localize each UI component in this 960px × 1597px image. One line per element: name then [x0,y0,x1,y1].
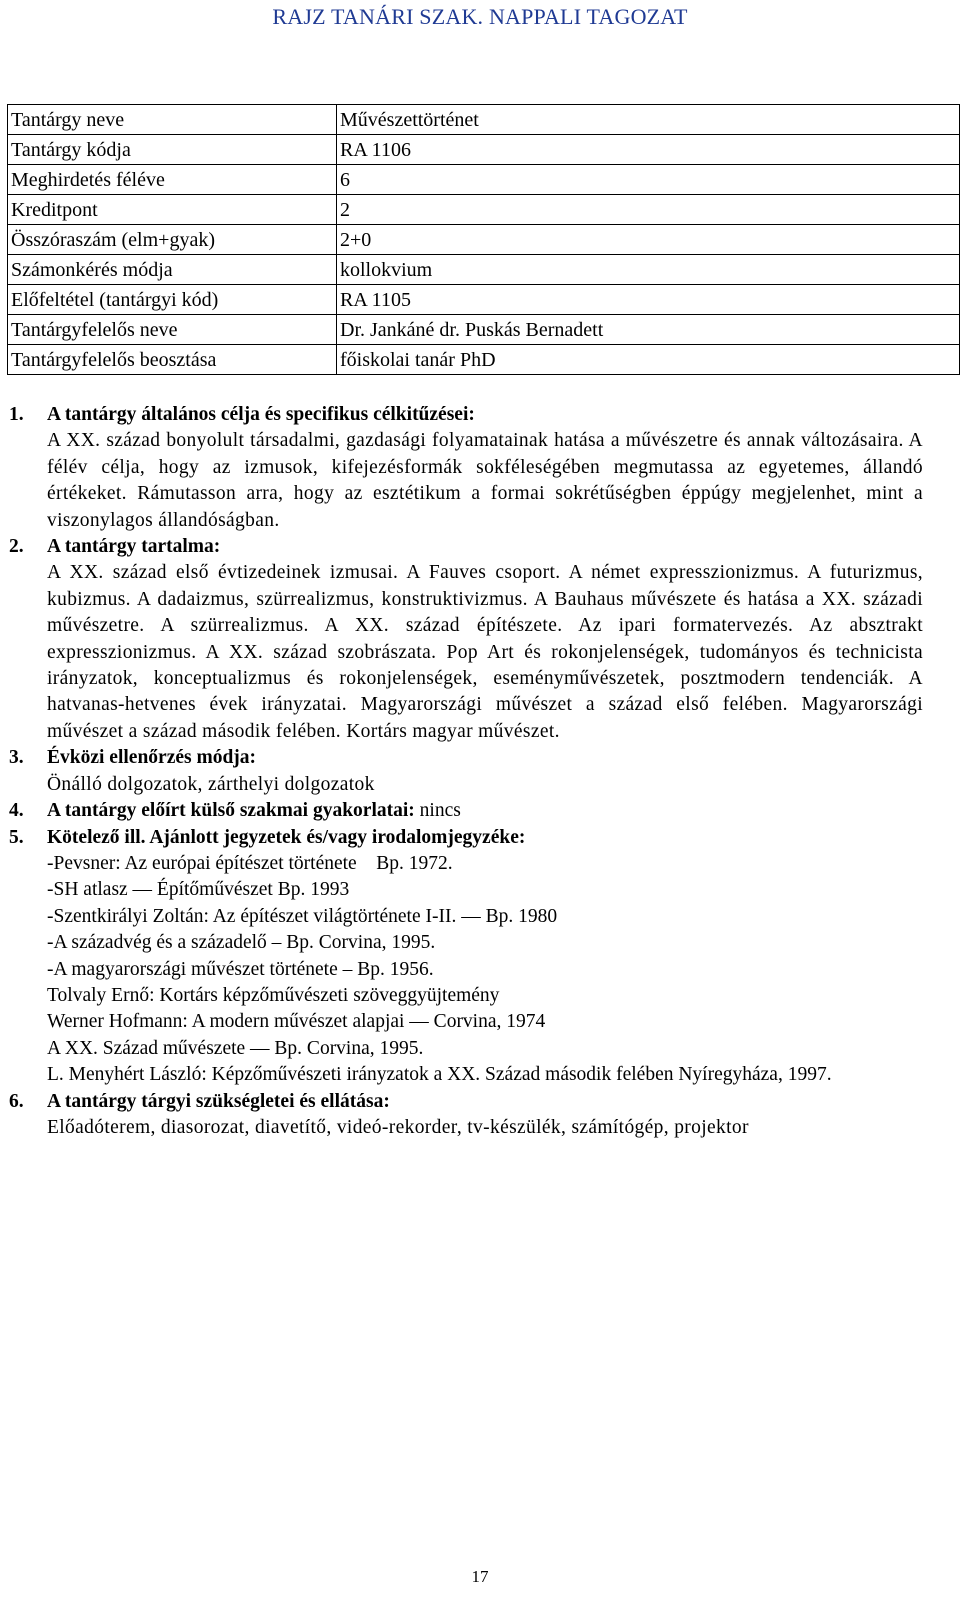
section-number: 6. [9,1090,24,1112]
info-row [8,135,960,165]
info-row [8,285,960,315]
section-content [9,534,923,745]
info-row [8,195,960,225]
section-assessment [9,745,923,798]
info-label: Számonkérés módja [8,255,337,285]
section-text: Önálló dolgozatok, zárthelyi dolgozatok [47,773,375,795]
reference-item: Tolvaly Ernő: Kortárs képzőművészeti szöveggyüjtemény [47,984,500,1006]
reference-item: -A magyarországi művészet története – Bp. 1956. [47,958,434,980]
info-label: Kreditpont [8,195,337,225]
info-label: Tantárgyfelelős beosztása [8,345,337,375]
reference-item: -SH atlasz — Építőművészet Bp. 1993 [47,879,350,901]
section-text: A XX. század első évtizedeinek izmusai. A Fauves csoport. A német expresszionizmus. A futurizmus, kubizmus. A dadaizmus, szürrealizmus, konstruktivizmus. A Bauhaus művészete és hatása a XX. századi művészetre. A szürrealizmus. A XX. század építészete. Az ipari formatervezés. Az absztrakt expresszionizmus. A XX. század szobrászata. Pop Art és rokonjelenségek, tudományos és technicista irányzatok, konceptualizmus és rokonjelenségek, eseményművészetek, posztmodern tendenciák. A hatvanas-hetvenes évek irányzatai. Magyarországi művészet a század első felében. Magyarországi művészet a század második felében. Kortárs magyar művészet. [47,562,923,742]
reference-item: -Pevsner: Az európai építészet története Bp. 1972. [47,852,453,874]
info-label: Tantárgy kódja [8,135,337,165]
section-text: nincs [414,800,461,822]
info-value: RA 1106 [337,135,960,165]
section-equipment [9,1089,923,1142]
section-number: 3. [9,747,24,769]
info-value: 6 [337,165,960,195]
section-practice [9,798,923,824]
section-number: 5. [9,826,24,848]
section-goals [9,402,923,534]
section-number: 4. [9,800,24,822]
info-value: RA 1105 [337,285,960,315]
info-row [8,315,960,345]
info-row [8,105,960,135]
info-value: Művészettörténet [337,105,960,135]
section-title: A tantárgy általános célja és specifikus célkitűzései: [47,404,475,425]
section-number: 1. [9,404,24,425]
section-number: 2. [9,536,24,558]
section-references [9,825,923,1089]
reference-list [47,851,923,1089]
info-label: Meghirdetés féléve [8,165,337,195]
reference-item: Werner Hofmann: A modern művészet alapjai — Corvina, 1974 [47,1011,546,1033]
info-label: Előfeltétel (tantárgyi kód) [8,285,337,315]
info-label: Összóraszám (elm+gyak) [8,225,337,255]
info-value: Dr. Jankáné dr. Puskás Bernadett [337,315,960,345]
section-title: A tantárgy tárgyi szükségletei és ellátása: [47,1090,390,1112]
reference-item: L. Menyhért László: Képzőművészeti irányzatok a XX. Század második felében Nyíregyháza, 1997. [47,1064,832,1086]
section-text: Előadóterem, diasorozat, diavetítő, videó-rekorder, tv-készülék, számítógép, projektor [47,1116,749,1138]
reference-item: -A századvég és a századelő – Bp. Corvina, 1995. [47,932,436,954]
info-value: főiskolai tanár PhD [337,345,960,375]
info-value: 2+0 [337,225,960,255]
document-body [9,402,923,1141]
info-row [8,345,960,375]
reference-item: -Szentkirályi Zoltán: Az építészet világtörténete I-II. — Bp. 1980 [47,905,558,927]
info-value: kollokvium [337,255,960,285]
course-info-table [7,104,960,375]
info-value: 2 [337,195,960,225]
section-title: A tantárgy előírt külső szakmai gyakorlatai: [47,800,415,822]
info-label: Tantárgy neve [8,105,337,135]
section-title: Kötelező ill. Ajánlott jegyzetek és/vagy irodalomjegyzéke: [47,826,526,848]
page-header: RAJZ TANÁRI SZAK. NAPPALI TAGOZAT [272,4,688,29]
info-row [8,255,960,285]
info-label: Tantárgyfelelős neve [8,315,337,345]
section-title: A tantárgy tartalma: [47,536,221,558]
info-row [8,225,960,255]
reference-item: A XX. Század művészete — Bp. Corvina, 1995. [47,1037,424,1059]
section-text: A XX. század bonyolult társadalmi, gazdasági folyamatainak hatása a művészetre és annak változásaira. A félév célja, hogy az izmusok, kifejezésformák sokféleségében megmutassa az egyetemes, állandó értékeket. Rámutasson arra, hogy az esztétikum a formai sokrétűségben éppúgy megjelenhet, mint a viszonylagos állandóságban. [47,430,923,531]
section-title: Évközi ellenőrzés módja: [47,747,257,769]
info-row [8,165,960,195]
page-number: 17 [471,1567,489,1586]
